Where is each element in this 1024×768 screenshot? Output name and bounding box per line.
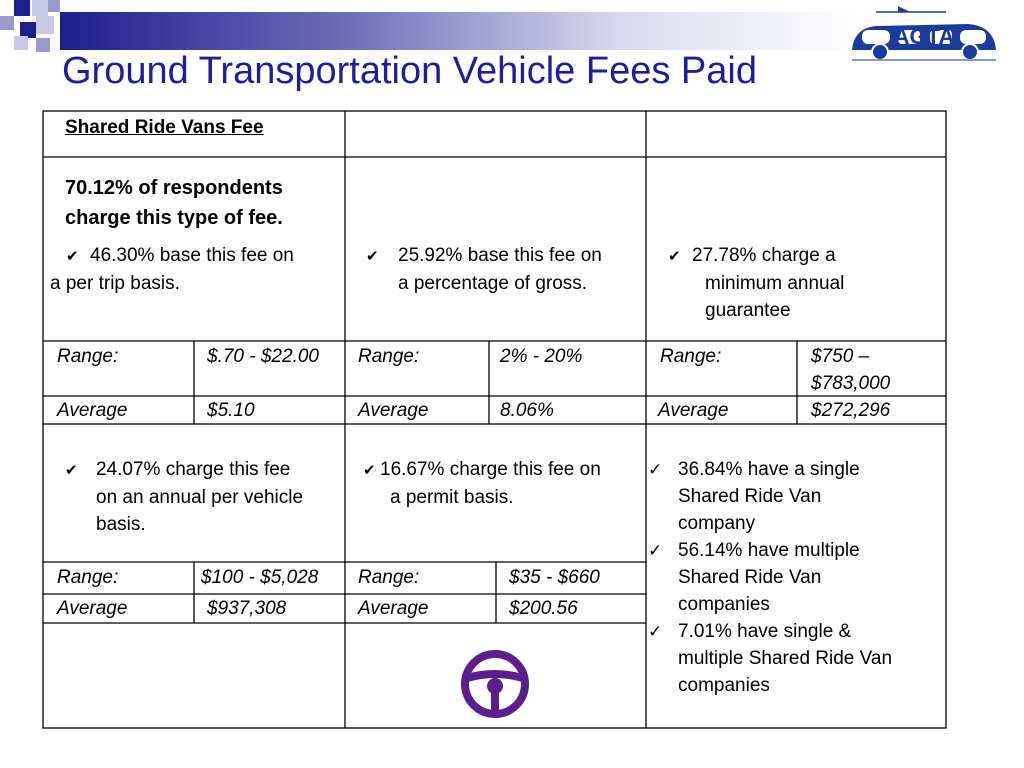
logo-text: AGTA <box>893 24 955 49</box>
companies-list <box>648 456 943 699</box>
list-item-line: multiple Shared Ride Van <box>678 648 893 669</box>
basis-per-trip <box>50 242 350 297</box>
basis-percentage <box>366 242 646 297</box>
average-label: Average <box>57 400 128 421</box>
decor-square <box>32 0 48 16</box>
check-icon: ✓ <box>648 460 663 479</box>
table-header: Shared Ride Vans Fee <box>65 117 264 138</box>
intro-line: 70.12% of respondents <box>65 177 283 199</box>
basis-line: a percentage of gross. <box>398 273 588 294</box>
steering-wheel-icon <box>459 648 531 720</box>
range-label: Range: <box>57 346 119 367</box>
basis-line: guarantee <box>705 300 791 321</box>
average-label: Average <box>658 400 729 421</box>
range-value: $100 - $5,028 <box>201 567 319 588</box>
list-item-line: 7.01% have single & <box>678 621 852 642</box>
average-label: Average <box>358 598 429 619</box>
basis-line: a permit basis. <box>390 487 514 508</box>
list-item-line: 56.14% have multiple <box>678 540 860 561</box>
check-icon: ✔ <box>65 462 78 479</box>
range-value-line: $750 – <box>811 346 870 367</box>
basis-line: on an annual per vehicle <box>96 487 304 508</box>
intro-line: charge this type of fee. <box>65 207 283 229</box>
intro-text <box>65 173 283 233</box>
basis-line: 24.07% charge this fee <box>96 459 291 480</box>
list-item <box>648 618 943 699</box>
title-gradient-bar <box>60 12 860 50</box>
range-label: Range: <box>358 346 420 367</box>
average-label: Average <box>57 598 128 619</box>
list-item-line: company <box>678 513 756 534</box>
decor-square <box>0 16 14 30</box>
basis-line: a per trip basis. <box>50 273 180 294</box>
list-item <box>648 537 943 618</box>
basis-guarantee <box>668 242 938 324</box>
list-item-line: Shared Ride Van <box>678 567 822 588</box>
check-icon: ✓ <box>648 622 663 641</box>
average-value: $5.10 <box>207 400 255 421</box>
list-item-line: 36.84% have a single <box>678 459 860 480</box>
check-icon: ✓ <box>648 541 663 560</box>
list-item-line: companies <box>678 594 770 615</box>
list-item <box>648 456 943 537</box>
range-value <box>811 343 890 397</box>
list-item-line: companies <box>678 675 770 696</box>
list-item-line: Shared Ride Van <box>678 486 822 507</box>
check-icon: ✔ <box>668 248 681 265</box>
check-icon: ✔ <box>363 462 376 479</box>
range-value-line: $783,000 <box>811 373 891 394</box>
basis-line: 27.78% charge a <box>692 245 836 266</box>
range-value: $.70 - $22.00 <box>207 346 319 367</box>
range-label: Range: <box>358 567 420 588</box>
agta-logo <box>846 2 1002 68</box>
average-value: $272,296 <box>811 400 891 421</box>
basis-line: 16.67% charge this fee on <box>380 459 601 480</box>
basis-annual-vehicle <box>65 456 350 538</box>
decor-square <box>48 0 60 12</box>
average-value: 8.06% <box>500 400 554 421</box>
check-icon: ✔ <box>66 248 79 265</box>
basis-permit <box>363 456 648 511</box>
average-value: $937,308 <box>207 598 287 619</box>
range-value: 2% - 20% <box>500 346 583 367</box>
decor-square <box>14 0 30 16</box>
average-value: $200.56 <box>509 598 578 619</box>
basis-line: 46.30% base this fee on <box>90 245 294 266</box>
range-label: Range: <box>660 346 722 367</box>
basis-line: 25.92% base this fee on <box>398 245 602 266</box>
decor-square <box>14 36 28 50</box>
average-label: Average <box>358 400 429 421</box>
range-label: Range: <box>57 567 119 588</box>
decor-square <box>36 38 50 52</box>
range-value: $35 - $660 <box>509 567 600 588</box>
slide-title: Ground Transportation Vehicle Fees Paid <box>62 50 757 92</box>
decor-square <box>36 16 54 34</box>
basis-line: minimum annual <box>705 273 845 294</box>
basis-line: basis. <box>96 514 146 535</box>
check-icon: ✔ <box>366 248 379 265</box>
